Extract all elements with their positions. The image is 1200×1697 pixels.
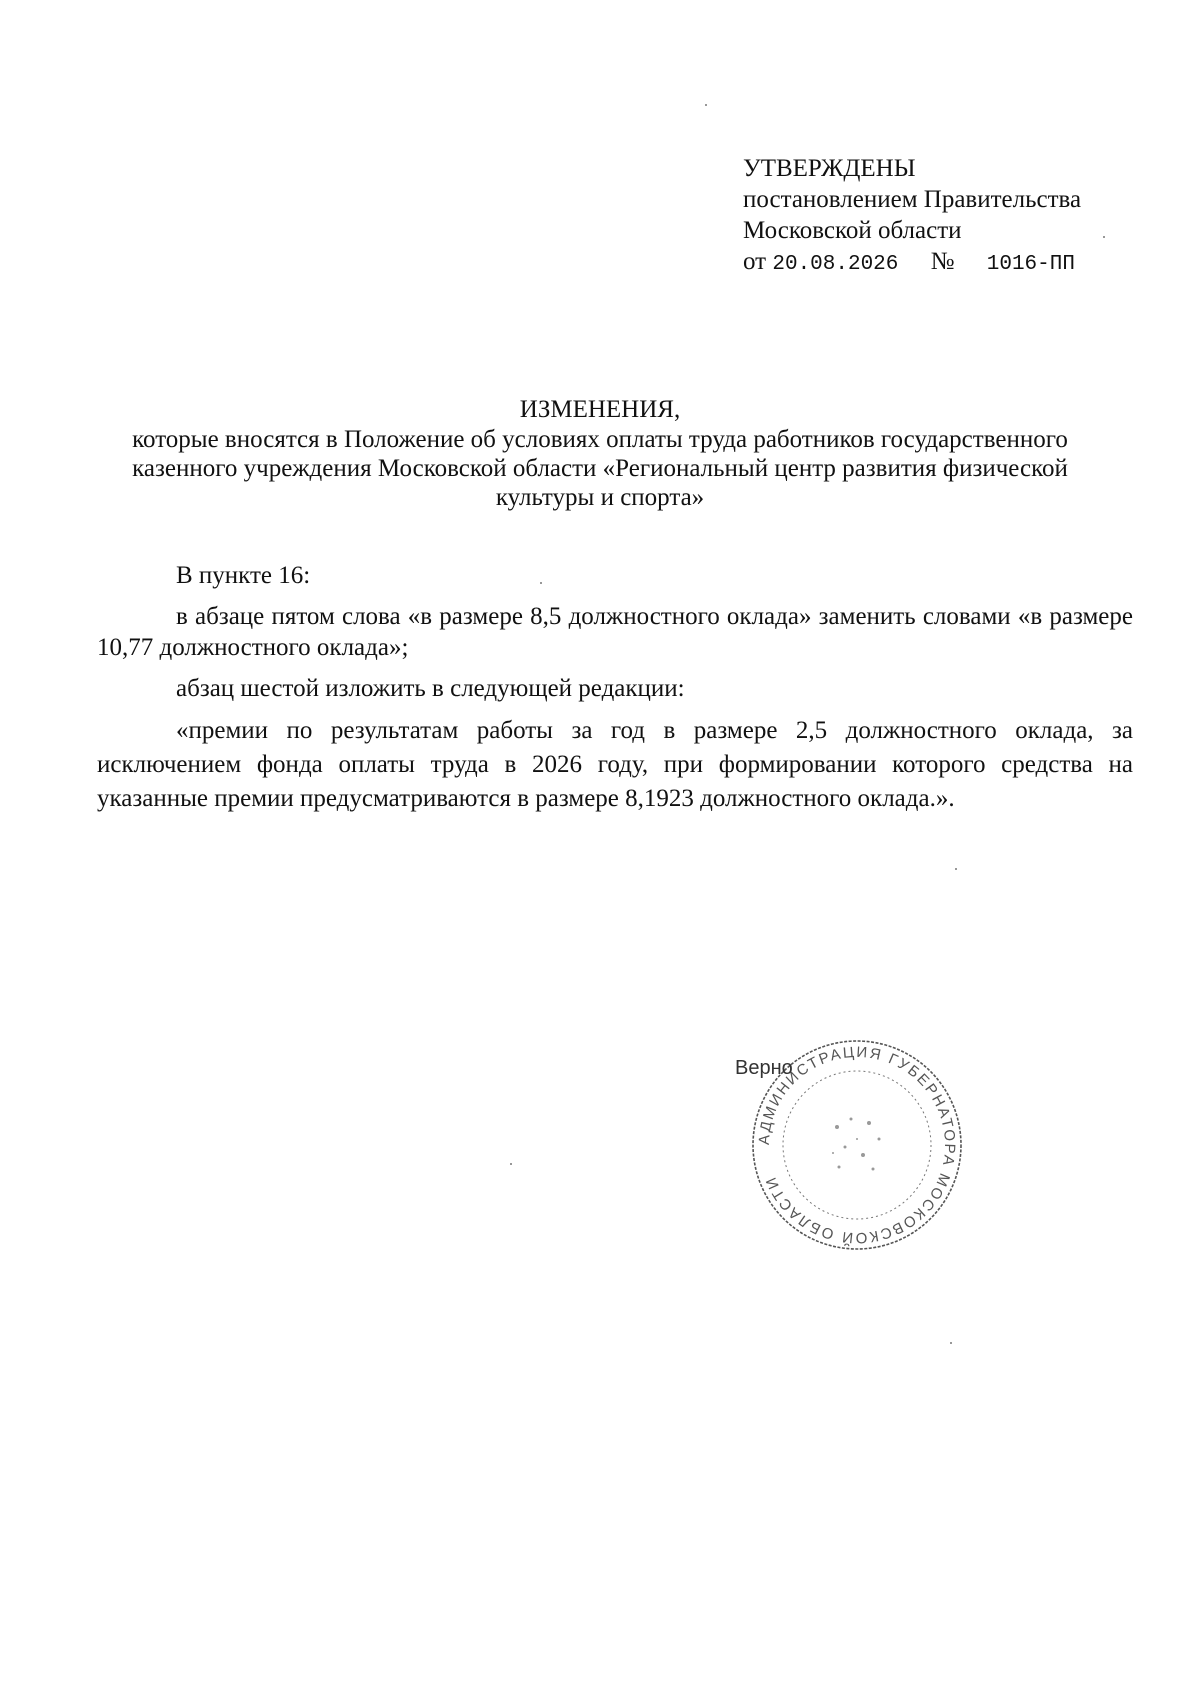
certified-true-label: Верно [735, 1057, 793, 1079]
paragraph-2: в абзаце пятом слова «в размере 8,5 должностного оклада» заменить словами «в размере 10,77 должностного оклада»; [97, 603, 1133, 661]
scan-speck [955, 868, 957, 870]
paragraph-1: В пункте 16: [176, 562, 311, 589]
approval-line-2: Московской области [743, 217, 962, 244]
scan-speck [1103, 236, 1105, 238]
seal-emblem [832, 1118, 881, 1171]
seal-text: АДМИНИСТРАЦИЯ ГУБЕРНАТОРА МОСКОВСКОЙ ОБЛАСТИ [755, 1043, 959, 1247]
scan-speck [705, 104, 707, 106]
document-body [97, 560, 1133, 816]
scan-speck [540, 582, 542, 584]
paragraph-4: «премии по результатам работы за год в размере 2,5 должностного оклада, за исключением фонда оплаты труда в 2026 году, при формировании которого средства на указанные премии предусматриваются в размере 8,1923 должностного оклада.». [97, 717, 1133, 812]
approval-date-line [743, 246, 1163, 280]
document-subtitle: которые вносятся в Положение об условиях оплаты труда работников государственного казенного учреждения Московской области «Региональный центр развития физической культуры и спорта» [132, 426, 1068, 511]
scan-speck [950, 1342, 952, 1344]
approval-block [743, 153, 1163, 280]
approval-line-1: постановлением Правительства [743, 186, 1082, 213]
approval-date: 20.08.2026 [772, 253, 899, 276]
seal-inner-ring [783, 1071, 931, 1219]
paragraph-3: абзац шестой изложить в следующей редакции: [176, 675, 685, 702]
approval-heading: УТВЕРЖДЕНЫ [743, 155, 916, 182]
approval-number: 1016-ПП [986, 253, 1075, 276]
document-title: ИЗМЕНЕНИЯ, [519, 396, 681, 423]
number-sign: № [930, 248, 955, 275]
date-prefix: от [743, 248, 767, 275]
scan-speck [510, 1163, 512, 1165]
